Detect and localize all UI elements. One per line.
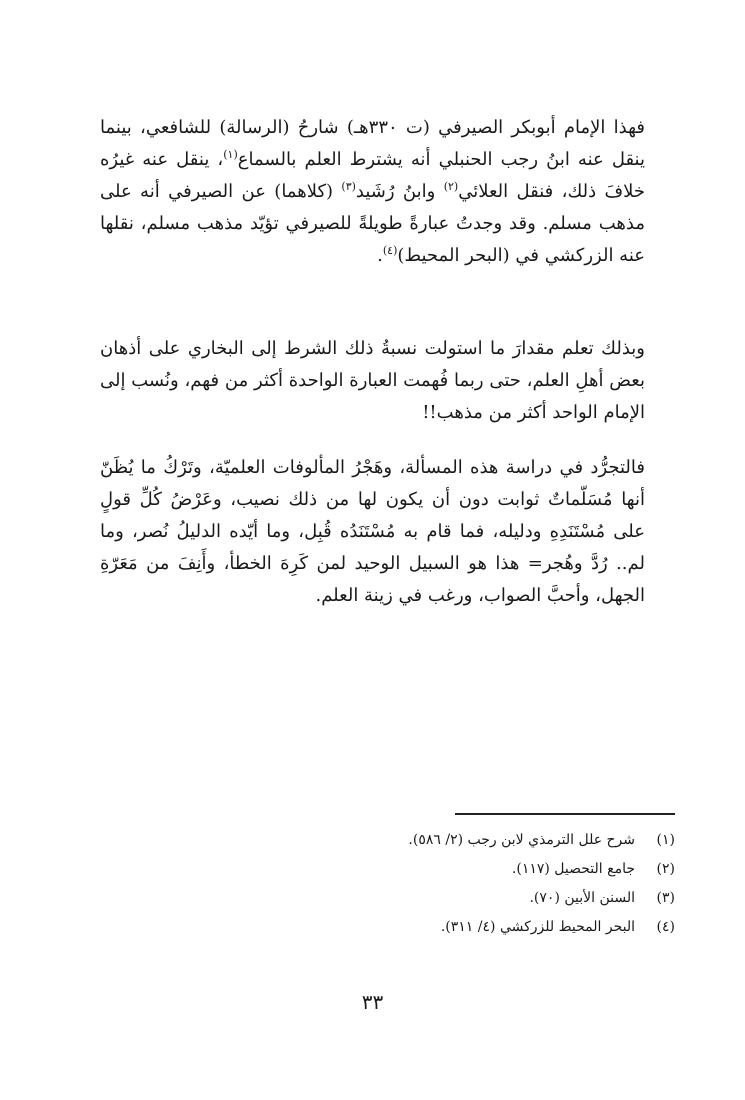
footnote-item <box>100 855 675 884</box>
footnote-divider <box>455 813 675 815</box>
footnote-item <box>100 913 675 942</box>
footnote-ref-1: (١) <box>223 148 238 161</box>
paragraph-2: وبذلك تعلم مقدارَ ما استولت نسبةُ ذلك الشرط إلى البخاري على أذهان بعض أهلِ العلم، حتى ربما فُهمت العبارة الواحدة أكثر من فهم، ونُسب إلى الإمام الواحد أكثر من مذهب!! <box>100 338 645 423</box>
footnote-ref-3: (٣) <box>341 180 356 193</box>
footnote-number: (١) <box>656 832 675 848</box>
footnote-text: جامع التحصيل (١١٧). <box>511 861 635 877</box>
paragraph-1-text: . <box>377 245 383 266</box>
paragraph-3: فالتجرُّد في دراسة هذه المسألة، وهَجْرُ المألوفات العلميّة، وتَرْكُ ما يُظَنّ أنها مُسَلّماتٌ ثوابت دون أن يكون لها من ذلك نصيب، وعَرْضُ كُلِّ قولٍ على مُسْتَنَدِهِ ودليله، فما قام به مُسْتَنَدُه قُبِل، وما أيّده الدليلُ نُصر، وما لم.. رُدَّ وهُجر= هذا هو السبيل الوحيد لمن كَرِهَ الخطأ، وأَنِفَ من مَعَرّةِ الجهل، وأحبَّ الصواب، ورغب في زينة العلم. <box>100 457 645 606</box>
footnote-text: السنن الأبين (٧٠). <box>529 890 635 906</box>
footnotes-list <box>100 826 675 942</box>
paragraph-1-text: (كلاهما) عن الصيرفي أنه على مذهب مسلم. وقد وجدتُ عبارةً طويلةً للصيرفي تؤيّد مذهب مسلم، نقلها عنه الزركشي في (البحر المحيط) <box>100 181 645 266</box>
footnote-number: (٢) <box>656 861 675 877</box>
footnote-text: البحر المحيط للزركشي (٤/ ٣١١). <box>440 919 635 935</box>
paragraph-1-text: ، ينقل عنه غيرُه خلافَ ذلك، فنقل العلائي <box>100 149 645 202</box>
paragraph-1-text: فهذا الإمام أبوبكر الصيرفي (ت ٣٣٠هـ) شارحُ (الرسالة) للشافعي، بينما ينقل عنه ابنُ رجب الحنبلي أنه يشترط العلم بالسماع <box>100 117 645 170</box>
footnote-ref-2: (٢) <box>443 180 459 193</box>
paragraph-1 <box>100 112 645 272</box>
footnote-item <box>100 826 675 855</box>
paragraph-1-text: وابنُ رُشَيد <box>355 181 444 202</box>
footnote-text: شرح علل الترمذي لابن رجب (٢/ ٥٨٦). <box>408 832 635 848</box>
footnote-number: (٣) <box>656 890 675 906</box>
footnote-ref-4: (٤) <box>382 244 398 257</box>
page-number: ٣٣ <box>361 990 384 1014</box>
footnote-item <box>100 884 675 913</box>
footnote-number: (٤) <box>656 919 675 935</box>
